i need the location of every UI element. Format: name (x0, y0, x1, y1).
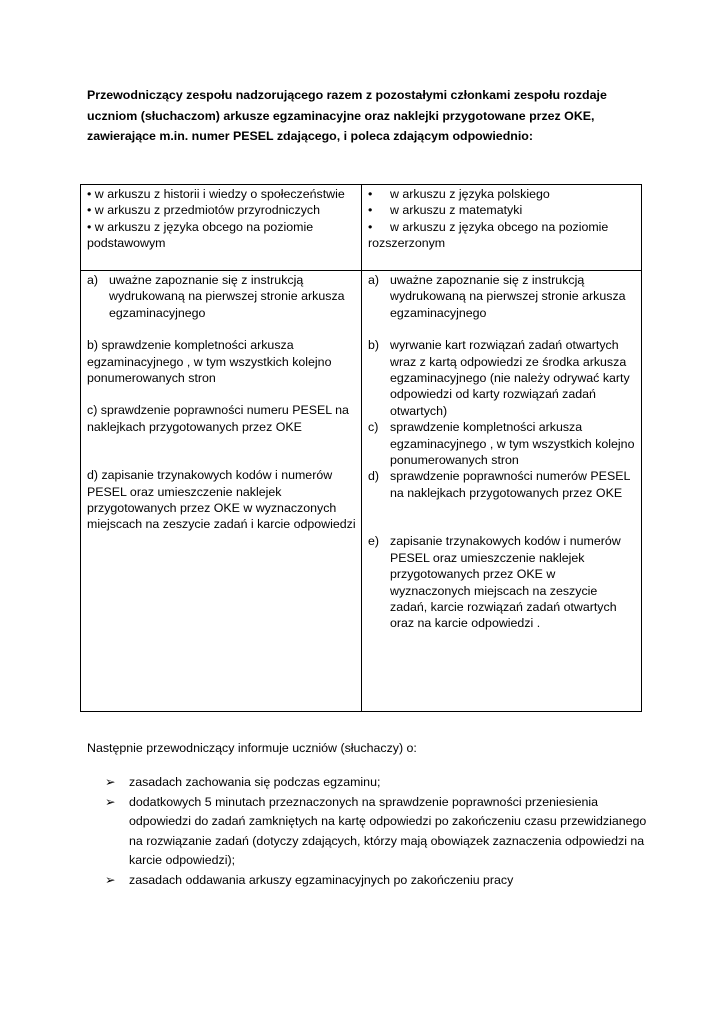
right-header-cell (362, 185, 642, 271)
list-item: a) uważne zapoznanie się z instrukcją wydrukowaną na pierwszej stronie arkusza egzaminacyjnego (368, 273, 626, 320)
arrow-bullet-icon: ➢ (105, 872, 116, 887)
list-item: ➢ zasadach zachowania się podczas egzaminu; (105, 773, 650, 793)
list-item: d) zapisanie trzynakowych kodów i numerów PESEL oraz umieszczenie naklejek przygotowanych przez OKE w wyznaczonych miejscach na zeszycie zadań i karcie odpowiedzi (87, 468, 356, 532)
table-body-row (81, 271, 642, 712)
list-item: ➢ zasadach oddawania arkuszy egzaminacyjnych po zakończeniu pracy (105, 871, 650, 891)
list-item: ➢ dodatkowych 5 minutach przeznaczonych na sprawdzenie poprawności przeniesienia odpowiedzi do zadań zamkniętych na kartę odpowiedzi po zakończeniu czasu przewidzianego na rozwiązanie zadań (dotyczy zdających, którzy mają obowiązek zaznaczenia odpowiedzi na karcie odpowiedzi); (105, 793, 650, 871)
left-body-cell (81, 271, 362, 712)
arrow-bullet-icon: ➢ (105, 775, 116, 789)
bullet-icon: • (87, 187, 92, 201)
list-item: b) wyrwanie kart rozwiązań zadań otwartych wraz z kartą odpowiedzi ze środka arkusza egzaminacyjnego (nie należy odrywać karty odpowiedzi od karty rozwiązań zadań otwartych) (368, 338, 630, 418)
bullet-icon: • (87, 219, 92, 234)
table-header-row (81, 185, 642, 271)
next-line: Następnie przewodniczący informuje uczniów (słuchaczy) o: (87, 741, 417, 755)
list-item: • w arkuszu z matematyki (368, 203, 523, 218)
list-item: • w arkuszu z języka obcego na poziomie rozszerzonym (368, 219, 609, 251)
bullet-icon: • (368, 219, 373, 234)
bullet-icon: • (368, 187, 373, 201)
list-item: c) sprawdzenie poprawności numeru PESEL na naklejkach przygotowanych przez OKE (87, 403, 349, 434)
list-item: • w arkuszu z przedmiotów przyrodniczych (87, 203, 320, 218)
list-item: b) sprawdzenie kompletności arkusza egzaminacyjnego , w tym wszystkich kolejno ponumerowanych stron (87, 338, 332, 386)
arrow-bullet-icon: ➢ (105, 794, 116, 809)
bullet-icon: • (87, 203, 92, 218)
right-body-cell (362, 271, 642, 712)
left-header-cell (81, 185, 362, 271)
list-item: d) sprawdzenie poprawności numerów PESEL na naklejkach przygotowanych przez OKE (368, 469, 630, 500)
list-item: a) uważne zapoznanie się z instrukcją wydrukowaną na pierwszej stronie arkusza egzaminacyjnego (87, 273, 345, 320)
list-item: • w arkuszu z historii i wiedzy o społeczeństwie (87, 187, 345, 201)
list-item: c) sprawdzenie kompletności arkusza egzaminacyjnego , w tym wszystkich kolejno ponumerowanych stron (368, 420, 635, 468)
list-item: • w arkuszu z języka polskiego (368, 187, 550, 201)
intro-paragraph: Przewodniczący zespołu nadzorującego razem z pozostałymi członkami zespołu rozdaje uczniom (słuchaczom) arkusze egzaminacyjne oraz naklejki przygotowane przez OKE, zawierające m.in. numer PESEL zdającego, i poleca zdającym odpowiednio: (87, 88, 607, 143)
list-item: e) zapisanie trzynakowych kodów i numerów PESEL oraz umieszczenie naklejek przygotowanych przez OKE w wyznaczonych miejscach na zeszycie zadań, karcie rozwiązań zadań otwartych oraz na karcie odpowiedzi . (368, 534, 621, 631)
arrow-list (105, 773, 650, 891)
list-item: • w arkuszu z języka obcego na poziomie podstawowym (87, 219, 314, 251)
bullet-icon: • (368, 203, 373, 218)
instructions-table (80, 184, 642, 712)
